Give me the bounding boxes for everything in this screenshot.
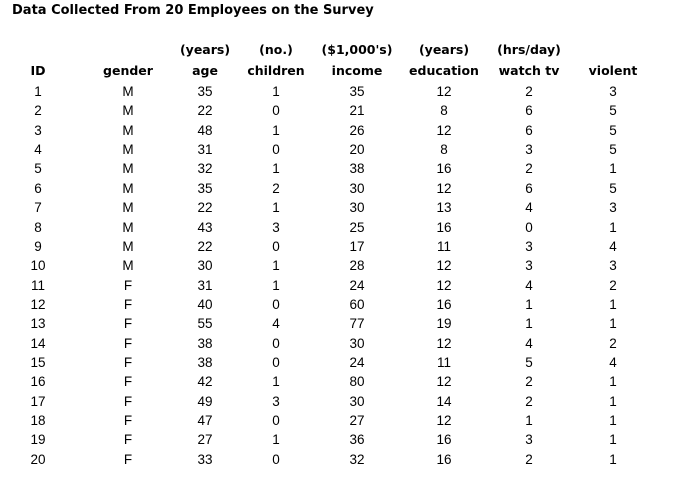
table-cell-income: 38 <box>349 161 365 177</box>
table-cell-violent: 5 <box>609 103 617 119</box>
table-cell-education: 16 <box>436 432 452 448</box>
table-cell-income: 36 <box>349 432 365 448</box>
table-cell-income: 80 <box>349 374 365 390</box>
table-cell-gender: F <box>123 277 133 293</box>
table-cell-children: 0 <box>272 413 280 428</box>
table-cell-watch-tv: 2 <box>525 451 533 467</box>
table-cell-watch-tv: 1 <box>525 413 533 428</box>
table-cell-education: 12 <box>436 277 452 293</box>
table-cell-violent: 5 <box>609 142 617 158</box>
table-cell-watch-tv: 0 <box>525 219 533 235</box>
table-cell-education: 8 <box>440 142 448 158</box>
table-cell-children: 0 <box>272 335 280 351</box>
table-cell-education: 11 <box>436 238 452 254</box>
table-cell-violent: 5 <box>609 180 617 196</box>
table-cell-age: 27 <box>197 432 213 448</box>
table-cell-income: 77 <box>349 316 365 332</box>
table-cell-income: 24 <box>349 277 365 293</box>
table-cell-gender: M <box>122 258 134 274</box>
table-cell-gender: M <box>122 161 134 177</box>
table-cell-education: 16 <box>436 219 452 235</box>
table-cell-age: 31 <box>197 277 213 293</box>
table-cell-education: 12 <box>436 335 452 351</box>
table-cell-watch-tv: 4 <box>525 200 533 216</box>
table-cell-children: 0 <box>272 103 280 119</box>
table-cell-watch-tv: 2 <box>525 161 533 177</box>
income-unit-label: ($1,000's) <box>321 42 393 57</box>
table-cell-gender: M <box>122 84 134 99</box>
table-cell-children: 2 <box>272 180 280 196</box>
table-cell-watch-tv: 6 <box>525 122 533 138</box>
table-cell-income: 27 <box>349 413 365 428</box>
table-cell-violent: 4 <box>609 354 617 370</box>
children-unit-label: (no.) <box>259 42 293 57</box>
table-cell-education: 19 <box>436 316 452 332</box>
table-cell-children: 1 <box>272 122 280 138</box>
table-cell-watch-tv: 3 <box>525 258 533 274</box>
table-cell-children: 1 <box>272 277 280 293</box>
column-header-children: children <box>247 63 305 78</box>
table-cell-income: 30 <box>349 393 365 409</box>
table-cell-id: 10 <box>30 258 46 274</box>
table-cell-age: 33 <box>197 451 213 467</box>
table-cell-education: 8 <box>440 103 448 119</box>
table-cell-children: 3 <box>272 393 280 409</box>
table-cell-violent: 2 <box>609 335 617 351</box>
table-cell-watch-tv: 1 <box>525 316 533 332</box>
education-unit-label: (years) <box>418 42 470 57</box>
table-cell-id: 1 <box>34 84 42 99</box>
table-cell-id: 6 <box>34 180 42 196</box>
table-cell-id: 13 <box>30 316 46 332</box>
table-cell-violent: 1 <box>609 161 617 177</box>
table-cell-gender: F <box>123 316 133 332</box>
table-cell-id: 20 <box>30 451 46 467</box>
table-cell-age: 47 <box>197 413 213 428</box>
column-header-age: age <box>192 63 218 78</box>
table-cell-children: 0 <box>272 238 280 254</box>
column-header-violent: violent <box>588 63 638 78</box>
table-cell-education: 12 <box>436 180 452 196</box>
table-cell-children: 0 <box>272 451 280 467</box>
table-cell-gender: F <box>123 413 133 428</box>
table-cell-income: 30 <box>349 180 365 196</box>
table-cell-income: 35 <box>349 84 365 99</box>
column-header-education: education <box>409 63 479 78</box>
table-cell-age: 43 <box>197 219 213 235</box>
table-cell-children: 3 <box>272 219 280 235</box>
table-cell-education: 11 <box>436 354 452 370</box>
table-cell-age: 31 <box>197 142 213 158</box>
table-cell-age: 40 <box>197 296 213 312</box>
table-cell-income: 20 <box>349 142 365 158</box>
table-cell-age: 22 <box>197 103 213 119</box>
table-cell-violent: 1 <box>609 296 617 312</box>
table-cell-education: 12 <box>436 258 452 274</box>
table-cell-age: 22 <box>197 200 213 216</box>
table-cell-children: 1 <box>272 432 280 448</box>
table-cell-age: 49 <box>197 393 213 409</box>
column-header-watch-tv: watch tv <box>498 63 560 78</box>
table-cell-watch-tv: 3 <box>525 238 533 254</box>
column-header-gender: gender <box>103 63 153 78</box>
table-cell-income: 60 <box>349 296 365 312</box>
table-cell-children: 1 <box>272 200 280 216</box>
table-cell-violent: 4 <box>609 238 617 254</box>
table-cell-education: 12 <box>436 84 452 99</box>
table-cell-gender: M <box>122 122 134 138</box>
table-cell-id: 9 <box>34 238 42 254</box>
table-cell-watch-tv: 6 <box>525 180 533 196</box>
table-cell-id: 8 <box>34 219 42 235</box>
table-cell-children: 4 <box>272 316 280 332</box>
table-cell-children: 1 <box>272 84 280 99</box>
table-cell-watch-tv: 3 <box>525 432 533 448</box>
table-cell-income: 26 <box>349 122 365 138</box>
table-cell-education: 12 <box>436 122 452 138</box>
table-cell-gender: M <box>122 200 134 216</box>
table-cell-children: 0 <box>272 142 280 158</box>
table-cell-children: 1 <box>272 374 280 390</box>
table-cell-gender: F <box>123 335 133 351</box>
table-cell-income: 17 <box>349 238 365 254</box>
table-cell-id: 19 <box>30 432 46 448</box>
table-cell-gender: M <box>122 238 134 254</box>
table-cell-watch-tv: 2 <box>525 84 533 99</box>
table-cell-gender: M <box>122 103 134 119</box>
table-cell-children: 0 <box>272 296 280 312</box>
table-cell-children: 1 <box>272 161 280 177</box>
table-cell-gender: F <box>123 432 133 448</box>
table-cell-id: 4 <box>34 142 42 158</box>
table-cell-age: 55 <box>197 316 213 332</box>
table-cell-income: 30 <box>349 200 365 216</box>
table-cell-violent: 1 <box>609 316 617 332</box>
table-cell-id: 2 <box>34 103 42 119</box>
table-cell-children: 1 <box>272 258 280 274</box>
table-cell-watch-tv: 4 <box>525 335 533 351</box>
table-cell-education: 16 <box>436 451 452 467</box>
table-cell-gender: F <box>123 374 133 390</box>
table-cell-violent: 3 <box>609 84 617 99</box>
table-cell-gender: M <box>122 219 134 235</box>
table-cell-income: 32 <box>349 451 365 467</box>
table-cell-violent: 2 <box>609 277 617 293</box>
age-unit-label: (years) <box>179 42 231 57</box>
table-cell-id: 5 <box>34 161 42 177</box>
column-header-id: ID <box>30 63 46 78</box>
table-cell-education: 13 <box>436 200 452 216</box>
table-cell-violent: 1 <box>609 374 617 390</box>
table-cell-id: 15 <box>30 354 46 370</box>
table-cell-age: 38 <box>197 354 213 370</box>
table-cell-id: 12 <box>30 296 46 312</box>
page-title: Data Collected From 20 Employees on the Survey <box>12 3 374 18</box>
table-cell-gender: M <box>122 142 134 158</box>
table-cell-violent: 3 <box>609 200 617 216</box>
table-cell-age: 35 <box>197 84 213 99</box>
table-cell-violent: 5 <box>609 122 617 138</box>
table-cell-age: 42 <box>197 374 213 390</box>
table-cell-income: 25 <box>349 219 365 235</box>
table-cell-age: 30 <box>197 258 213 274</box>
table-cell-watch-tv: 5 <box>525 354 533 370</box>
table-cell-gender: F <box>123 296 133 312</box>
table-cell-id: 3 <box>34 122 42 138</box>
table-cell-income: 30 <box>349 335 365 351</box>
table-cell-id: 17 <box>30 393 46 409</box>
table-cell-watch-tv: 4 <box>525 277 533 293</box>
table-cell-watch-tv: 2 <box>525 393 533 409</box>
table-cell-violent: 3 <box>609 258 617 274</box>
table-cell-id: 7 <box>34 200 42 216</box>
table-cell-education: 16 <box>436 161 452 177</box>
table-cell-id: 14 <box>30 335 46 351</box>
table-cell-watch-tv: 6 <box>525 103 533 119</box>
table-cell-id: 16 <box>30 374 46 390</box>
table-cell-children: 0 <box>272 354 280 370</box>
table-cell-age: 32 <box>197 161 213 177</box>
table-cell-age: 35 <box>197 180 213 196</box>
table-cell-violent: 1 <box>609 393 617 409</box>
table-cell-education: 12 <box>436 413 452 428</box>
table-cell-watch-tv: 1 <box>525 296 533 312</box>
column-header-income: income <box>331 63 383 78</box>
table-cell-education: 12 <box>436 374 452 390</box>
table-cell-id: 11 <box>30 277 46 293</box>
table-cell-gender: M <box>122 180 134 196</box>
table-cell-violent: 1 <box>609 219 617 235</box>
table-cell-violent: 1 <box>609 432 617 448</box>
table-cell-education: 16 <box>436 296 452 312</box>
table-cell-income: 21 <box>349 103 365 119</box>
table-cell-watch-tv: 2 <box>525 374 533 390</box>
table-cell-violent: 1 <box>609 413 617 428</box>
table-cell-gender: F <box>123 354 133 370</box>
table-cell-age: 22 <box>197 238 213 254</box>
table-cell-id: 18 <box>30 413 46 428</box>
table-cell-gender: F <box>123 393 133 409</box>
table-cell-age: 38 <box>197 335 213 351</box>
table-cell-gender: F <box>123 451 133 467</box>
table-cell-education: 14 <box>436 393 452 409</box>
watch-tv-unit-label: (hrs/day) <box>497 42 561 57</box>
table-cell-age: 48 <box>197 122 213 138</box>
table-cell-income: 24 <box>349 354 365 370</box>
table-cell-violent: 1 <box>609 451 617 467</box>
table-cell-income: 28 <box>349 258 365 274</box>
table-cell-watch-tv: 3 <box>525 142 533 158</box>
